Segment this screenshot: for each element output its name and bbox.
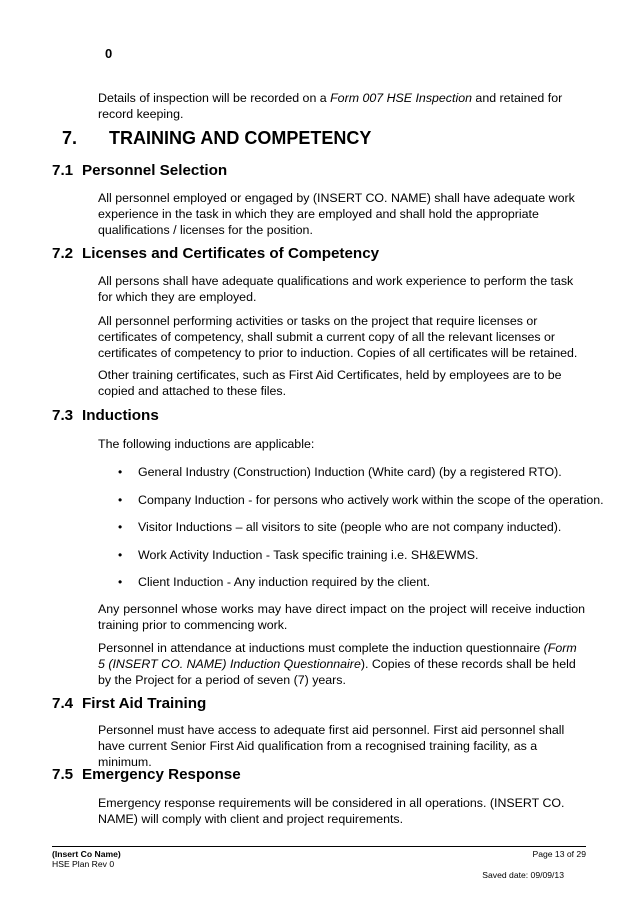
footer-plan: HSE Plan Rev 0: [52, 859, 115, 869]
bullet-icon: •: [118, 493, 123, 507]
inductions-intro: The following inductions are applicable:: [98, 437, 315, 451]
section-title: TRAINING AND COMPETENCY: [109, 128, 372, 148]
section-number: 7.: [62, 128, 78, 148]
licenses-paragraph-3: Other training certificates, such as First Aid Certificates, held by employees are to be copied and attached to these files.: [98, 368, 562, 398]
section-7-heading: [62, 128, 371, 149]
bullet-icon: •: [118, 575, 123, 589]
list-item-text: Work Activity Induction - Task specific training i.e. SH&EWMS.: [138, 548, 479, 562]
footer-company: (Insert Co Name): [52, 849, 121, 859]
section-number: 7.2: [52, 245, 74, 262]
inductions-paragraph-2: [98, 640, 585, 688]
top-number: 0: [105, 46, 113, 61]
licenses-paragraph-2: All personnel performing activities or tasks on the project that require licenses or certificates of competency, shall submit a current copy of all the relevant licenses or certificates of competency to prior to induction. Copies of all certificates will be retained.: [98, 314, 578, 360]
first-aid-paragraph: Personnel must have access to adequate first aid personnel. First aid personnel shall have current Senior First Aid qualification from a recognised training facility, as a minimum.: [98, 723, 565, 769]
section-number: 7.4: [52, 695, 74, 712]
section-title: Personnel Selection: [82, 162, 228, 179]
personnel-selection-paragraph: All personnel employed or engaged by (INSERT CO. NAME) shall have adequate work experience in the task in which they are employed and shall hold the appropriate qualifications / licenses for the position.: [98, 191, 575, 237]
inductions-paragraph-1: Any personnel whose works may have direct impact on the project will receive induction training prior to commencing work.: [98, 602, 585, 632]
form-reference: Form 007 HSE Inspection: [330, 91, 472, 105]
bullet-icon: •: [118, 520, 123, 534]
footer-divider: [52, 846, 586, 847]
section-number: 7.5: [52, 766, 74, 783]
intro-text-end: and retained for record keeping.: [98, 91, 563, 121]
section-7-2-heading: [52, 245, 379, 262]
bullet-icon: •: [118, 465, 123, 479]
section-title: First Aid Training: [82, 695, 207, 712]
section-number: 7.3: [52, 407, 74, 424]
intro-text: Details of inspection will be recorded on a: [98, 91, 331, 105]
questionnaire-text-end: ). Copies of these records shall be held by the Project for a period of seven (7) years.: [98, 657, 576, 687]
bullet-icon: •: [118, 548, 123, 562]
section-number: 7.1: [52, 162, 74, 179]
section-7-4-heading: [52, 695, 206, 712]
list-item-text: Client Induction - Any induction required by the client.: [138, 575, 431, 589]
list-item-text: Company Induction - for persons who actively work within the scope of the operation.: [138, 493, 604, 507]
form-reference: (Form 5 (INSERT CO. NAME) Induction Questionnaire: [98, 641, 577, 671]
emergency-paragraph: Emergency response requirements will be considered in all operations. (INSERT CO. NAME) will comply with client and project requirements.: [98, 796, 565, 826]
footer-saved-date: Saved date: 09/09/13: [482, 870, 564, 880]
questionnaire-text: Personnel in attendance at inductions must complete the induction questionnaire: [98, 641, 544, 655]
section-title: Emergency Response: [82, 766, 241, 783]
footer-page-number: Page 13 of 29: [532, 849, 586, 859]
licenses-paragraph-1: All persons shall have adequate qualifications and work experience to perform the task for which they are employed.: [98, 274, 574, 304]
list-item-text: General Industry (Construction) Induction (White card) (by a registered RTO).: [138, 465, 562, 479]
list-item-text: Visitor Inductions – all visitors to site (people who are not company inducted).: [138, 520, 562, 534]
intro-paragraph: [98, 90, 585, 122]
section-7-1-heading: [52, 162, 227, 179]
section-7-5-heading: [52, 766, 241, 783]
section-title: Licenses and Certificates of Competency: [82, 245, 380, 262]
section-title: Inductions: [82, 407, 159, 424]
section-7-3-heading: [52, 407, 159, 424]
